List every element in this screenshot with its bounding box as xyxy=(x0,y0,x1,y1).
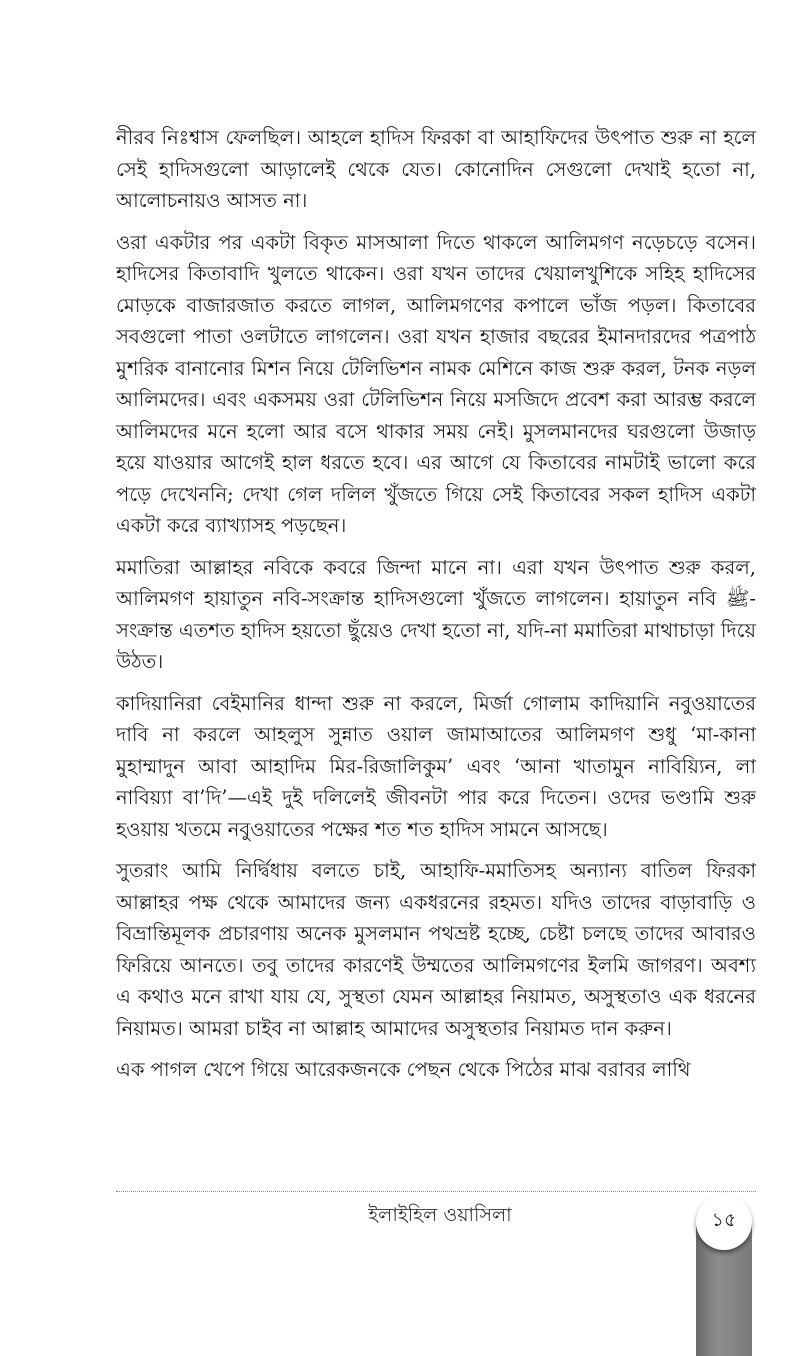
paragraph-1: নীরব নিঃশ্বাস ফেলছিল। আহলে হাদিস ফিরকা বা আহাফিদের উৎপাত শুরু না হলে সেই হাদিসগুলো আড়ালেই থেকে যেত। কোনোদিন সেগুলো দেখাই হতো না, আলোচনায়ও আসত না। xyxy=(116,126,756,212)
paragraph-2: ওরা একটার পর একটা বিকৃত মাসআলা দিতে থাকলে আলিমগণ নড়েচড়ে বসেন। হাদিসের কিতাবাদি খুলতে থাকেন। ওরা যখন তাদের খেয়ালখুশিকে সহিহ হাদিসের মোড়কে বাজারজাত করতে লাগল, আলিমগণের কপালে ভাঁজ পড়ল। কিতাবের সবগুলো পাতা ওলটাতে লাগলেন। ওরা যখন হাজার বছরের ইমানদারদের পত্রপাঠ মুশরিক বানানোর মিশন নিয়ে টেলিভিশন নামক মেশিনে কাজ শুরু করল, টনক নড়ল আলিমদের। এবং একসময় ওরা টেলিভিশন নিয়ে মসজিদে প্রবেশ করা আরম্ভ করলে আলিমদের মনে হলো আর বসে থাকার সময় নেই। মুসলমানদের ঘরগুলো উজাড় হয়ে যাওয়ার আগেই হাল ধরতে হবে। এর আগে যে কিতাবের নামটাই ভালো করে পড়ে দেখেননি; দেখা গেল দলিল খুঁজতে গিয়ে সেই কিতাবের সকল হাদিস একটা একটা করে ব্যাখ্যাসহ পড়ছেন। xyxy=(116,230,756,537)
paragraph-3: মমাতিরা আল্লাহর নবিকে কবরে জিন্দা মানে না। এরা যখন উৎপাত শুরু করল, আলিমগণ হায়াতুন নবি-সংক্রান্ত হাদিসগুলো খুঁজতে লাগলেন। হায়াতুন নবি ﷺ-সংক্রান্ত এতশত হাদিস হয়তো ছুঁয়েও দেখা হতো না, যদি-না মমাতিরা মাথাচাড়া দিয়ে উঠত। xyxy=(116,555,756,673)
paragraph-5: সুতরাং আমি নির্দ্বিধায় বলতে চাই, আহাফি-মমাতিসহ অন্যান্য বাতিল ফিরকা আল্লাহর পক্ষ থেকে আমাদের জন্য একধরনের রহমত। যদিও তাদের বাড়াবাড়ি ও বিভ্রান্তিমূলক প্রচারণায় অনেক মুসলমান পথভ্রষ্ট হচ্ছে, চেষ্টা চলছে তাদের আবারও ফিরিয়ে আনতে। তবু তাদের কারণেই উম্মতের আলিমগণের ইলমি জাগরণ। অবশ্য এ কথাও মনে রাখা যায় যে, সুস্থতা যেমন আল্লাহর নিয়ামত, অসুস্থতাও এক ধরনের নিয়ামত। আমরা চাইব না আল্লাহ আমাদের অসুস্থতার নিয়ামত দান করুন। xyxy=(116,859,756,1040)
page-number: ১৫ xyxy=(696,1194,752,1250)
page-body xyxy=(116,122,756,1086)
paragraph-6-continued: এক পাগল খেপে গিয়ে আরেকজনকে পেছন থেকে পিঠের মাঝ বরাবর লাথি xyxy=(116,1058,691,1081)
footer-divider xyxy=(116,1191,756,1192)
running-footer-title: ইলাইহিল ওয়াসিলা xyxy=(368,1204,512,1226)
paragraph-4: কাদিয়ানিরা বেইমানির ধান্দা শুরু না করলে, মির্জা গোলাম কাদিয়ানি নবুওয়াতের দাবি না করলে আহলুস সুন্নাত ওয়াল জামাআতের আলিমগণ শুধু ‘মা-কানা মুহাম্মাদুন আবা আহাদিম মির-রিজালিকুম’ এবং ‘আনা খাতামুন নাবিয়্যিন, লা নাবিয়্যা বা’দি’—এই দুই দলিলেই জীবনটা পার করে দিতেন। ওদের ভণ্ডামি শুরু হওয়ায় খতমে নবুওয়াতের পক্ষের শত শত হাদিস সামনে আসছে। xyxy=(116,691,756,841)
